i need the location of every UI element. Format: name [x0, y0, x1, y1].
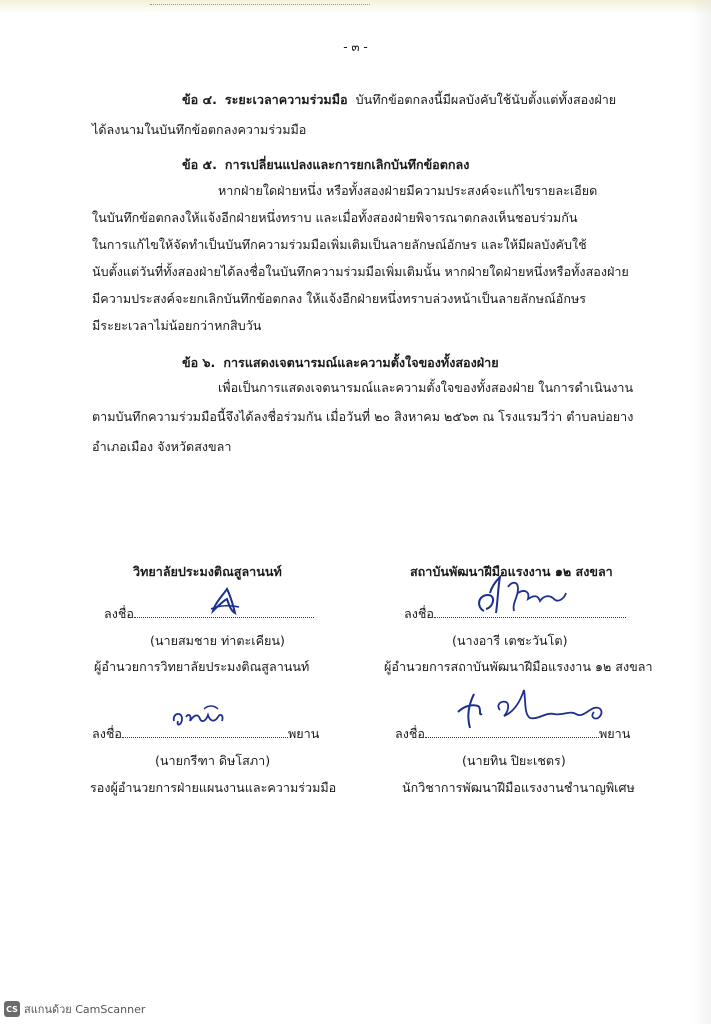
- clause5-line: ในบันทึกข้อตกลงให้แจ้งอีกฝ่ายหนึ่งทราบ และเมื่อทั้งสองฝ่ายพิจารณาตกลงเห็นชอบร่วมกัน: [92, 210, 578, 225]
- left-signer-name: (นายสมชาย ท่าตะเคียน): [150, 633, 285, 648]
- clause5-line: มีความประสงค์จะยกเลิกบันทึกข้อตกลง ให้แจ้งอีกฝ่ายหนึ่งทราบล่วงหน้าเป็นลายลักษณ์อักษร: [92, 291, 587, 306]
- clause4-line-2: ได้ลงนามในบันทึกข้อตกลงความร่วมมือ: [92, 122, 307, 137]
- left-witness-name: (นายกรีฑา ดิษโสภา): [155, 753, 271, 768]
- clause6-number: ข้อ ๖.: [182, 355, 216, 370]
- page-number: - ๓ -: [343, 40, 368, 54]
- right-signer-name: (นางอารี เตชะวันโต): [452, 633, 568, 648]
- clause4-text: บันทึกข้อตกลงนี้มีผลบังคับใช้นับตั้งแต่ทั้งสองฝ่าย: [355, 92, 617, 107]
- clause4-heading: ระยะเวลาความร่วมมือ: [224, 92, 348, 107]
- right-signer-role: ผู้อำนวยการสถาบันพัฒนาฝีมือแรงงาน ๑๒ สงขลา: [384, 659, 653, 674]
- right-signature: [468, 573, 568, 621]
- clause4-number: ข้อ ๔.: [182, 92, 217, 107]
- sign-label: ลงชื่อ: [104, 606, 134, 621]
- sign-label: ลงชื่อ: [92, 726, 122, 741]
- top-scan-edge: [0, 0, 711, 14]
- sign-label: ลงชื่อ: [404, 606, 434, 621]
- clause5-line: หากฝ่ายใดฝ่ายหนึ่ง หรือทั้งสองฝ่ายมีความประสงค์จะแก้ไขรายละเอียด: [218, 183, 598, 198]
- camscanner-logo-icon: CS: [4, 1001, 20, 1017]
- clause5-heading-line: [182, 157, 469, 173]
- clause5-line: นับตั้งแต่วันที่ทั้งสองฝ่ายได้ลงชื่อในบันทึกความร่วมมือเพิ่มเติมนั้น หากฝ่ายใดฝ่ายหนึ่งหรือทั้งสองฝ่าย: [92, 264, 629, 279]
- right-org-name: สถาบันพัฒนาฝีมือแรงงาน ๑๒ สงขลา: [410, 564, 613, 579]
- witness-label: พยาน: [287, 726, 320, 741]
- clause6-heading-line: [182, 355, 499, 371]
- sign-label: ลงชื่อ: [395, 726, 425, 741]
- right-witness-signature: [448, 684, 618, 740]
- clause4-first-line: [182, 92, 616, 108]
- clause5-number: ข้อ ๕.: [182, 157, 217, 172]
- watermark-text: สแกนด้วย CamScanner: [24, 1003, 146, 1016]
- clause6-line: เพื่อเป็นการแสดงเจตนารมณ์และความตั้งใจของทั้งสองฝ่าย ในการดำเนินงาน: [218, 380, 634, 395]
- clause6-heading: การแสดงเจตนารมณ์และความตั้งใจของทั้งสองฝ่าย: [223, 355, 499, 370]
- clause5-line: ในการแก้ไขให้จัดทำเป็นบันทึกความร่วมมือเพิ่มเติมเป็นลายลักษณ์อักษร และให้มีผลบังคับใช้: [92, 237, 587, 252]
- scan-shadow: [691, 0, 711, 1024]
- left-witness-role: รองผู้อำนวยการฝ่ายแผนงานและความร่วมมือ: [90, 780, 337, 795]
- left-signature: [205, 585, 245, 619]
- right-witness-name: (นายทิน ปิยะเชตร): [462, 753, 566, 768]
- camscanner-watermark: [4, 1000, 145, 1018]
- left-signer-role: ผู้อำนวยการวิทยาลัยประมงติณสูลานนท์: [94, 659, 310, 674]
- clause6-line: อำเภอเมือง จังหวัดสงขลา: [92, 439, 232, 454]
- witness-label: พยาน: [598, 726, 631, 741]
- right-witness-role: นักวิชาการพัฒนาฝีมือแรงงานชำนาญพิเศษ: [402, 780, 635, 795]
- clause5-line: มีระยะเวลาไม่น้อยกว่าหกสิบวัน: [92, 318, 262, 333]
- left-org-name: วิทยาลัยประมงติณสูลานนท์: [133, 564, 282, 579]
- clause6-line: ตามบันทึกความร่วมมือนี้จึงได้ลงชื่อร่วมกัน เมื่อวันที่ ๒๐ สิงหาคม ๒๕๖๓ ณ โรงแรมวีว่า ตำบลบ่อยาง: [92, 409, 634, 424]
- left-witness-signature: [168, 703, 228, 733]
- clause5-heading: การเปลี่ยนแปลงและการยกเลิกบันทึกข้อตกลง: [224, 157, 470, 172]
